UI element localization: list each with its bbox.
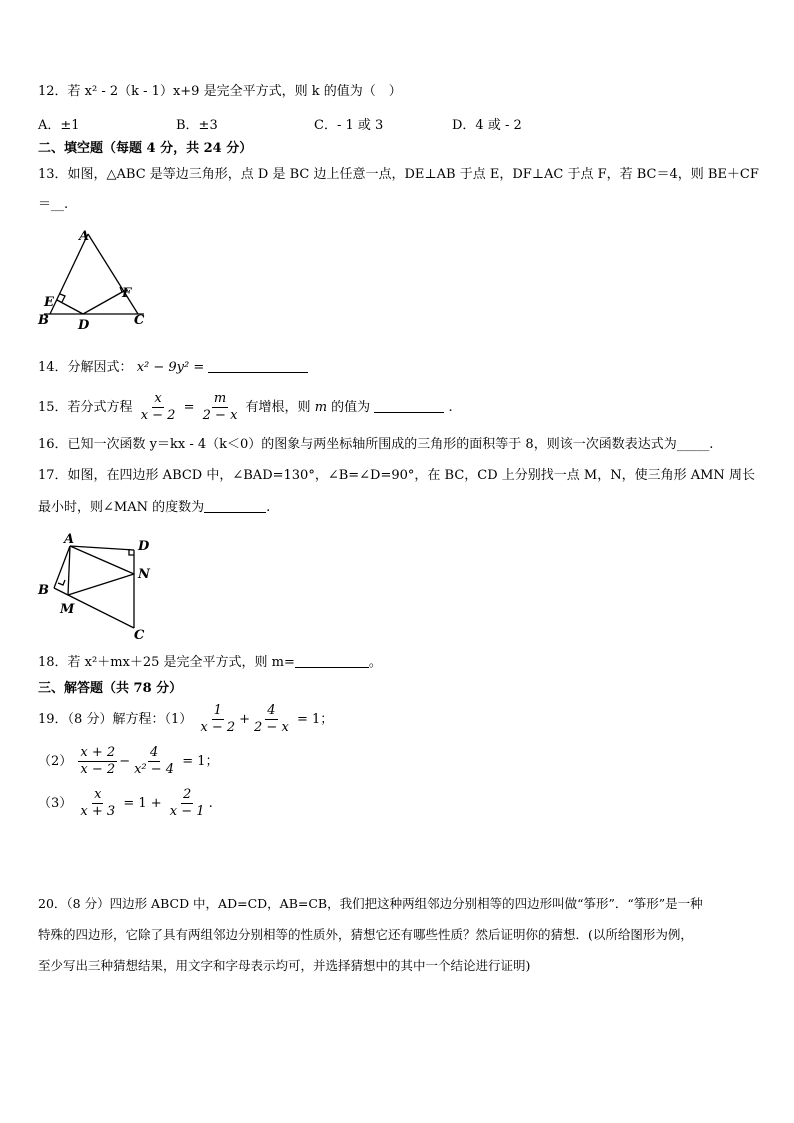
numerator: x	[154, 391, 162, 406]
question-18	[38, 653, 382, 672]
denominator: x + 3	[80, 804, 116, 819]
fraction	[168, 787, 207, 820]
fraction	[201, 391, 240, 424]
question-17-text: 最小时，则∠MAN 的度数为	[38, 500, 205, 515]
denominator: 2 − x	[254, 720, 289, 735]
label-f: F	[122, 286, 132, 301]
numerator: 4	[267, 703, 276, 718]
question-20-line1: 20．（8 分）四边形 ABCD 中，AD=CD，AB=CB，我们把这种两组邻边分别相等的四边形叫做“筝形”．“筝形”是一种	[38, 896, 703, 911]
numerator: x + 2	[80, 745, 116, 760]
equals-sign: =	[183, 400, 195, 415]
question-19-part2	[38, 742, 219, 782]
period: .	[448, 400, 453, 415]
option-a: A．±1	[38, 118, 80, 133]
label-d: D	[78, 318, 90, 333]
question-20-line2: 特殊的四边形，它除了具有两组邻边分别相等的性质外，猜想它还有哪些性质？然后证明你的猜想．(以所给图形为例，	[38, 927, 693, 942]
label-b: B	[38, 313, 49, 328]
fraction	[78, 787, 117, 820]
question-15-text: 有增根，则	[245, 400, 311, 415]
question-15	[38, 390, 453, 426]
question-15-prefix: 15．若分式方程	[38, 400, 133, 415]
question-14	[38, 358, 308, 377]
label-a: A	[79, 229, 90, 244]
option-c: C．- 1 或 3	[314, 118, 384, 133]
question-16: 16．已知一次函数 y＝kx - 4（k＜0）的图象与两坐标轴所围成的三角形的面积等于 8，则该一次函数表达式为_____.	[38, 437, 714, 452]
part-label: （3）	[38, 796, 73, 811]
option-d: D．4 或 - 2	[452, 118, 522, 133]
label-e: E	[44, 295, 54, 310]
right-hand-side: = 1；	[296, 712, 334, 727]
equation-middle: = 1 +	[123, 796, 162, 811]
period: .	[266, 500, 271, 515]
right-hand-side: = 1；	[182, 754, 219, 769]
denominator: x − 2	[200, 720, 236, 735]
label-b: B	[38, 583, 49, 598]
question-14-expression: x² − 9y² =	[136, 360, 205, 375]
period: 。	[368, 655, 382, 670]
numerator: x	[94, 787, 102, 802]
question-13-line1: 13．如图，△ABC 是等边三角形，点 D 是 BC 边上任意一点，DE⊥AB 于点 E，DF⊥AC 于点 F，若 BC＝4，则 BE＋CF	[38, 167, 759, 182]
label-d: D	[138, 539, 150, 554]
figure-quadrilateral-abcd	[34, 532, 164, 644]
answer-blank[interactable]	[204, 498, 266, 513]
operator: −	[119, 754, 131, 769]
question-19-part3	[38, 784, 213, 824]
question-17-line2	[38, 498, 270, 517]
label-c: C	[134, 628, 145, 643]
question-19-part1	[38, 700, 333, 740]
label-m: M	[60, 602, 75, 617]
fraction	[78, 745, 117, 778]
question-19-prefix: 19．（8 分）解方程：（1）	[38, 712, 193, 727]
denominator: x − 1	[169, 804, 205, 819]
numerator: m	[213, 391, 227, 406]
period: .	[208, 796, 213, 811]
question-20-line3: 至少写出三种猜想结果，用文字和字母表示均可，并选择猜想中的其中一个结论进行证明)	[38, 958, 531, 973]
answer-blank[interactable]	[374, 398, 444, 413]
question-15-text2: 的值为	[331, 400, 371, 415]
label-n: N	[138, 567, 150, 582]
question-13-line2: ＝__.	[38, 197, 69, 212]
denominator: x − 2	[140, 408, 176, 423]
variable-m: m	[314, 400, 328, 415]
denominator: x² − 4	[134, 762, 175, 777]
answer-blank[interactable]	[208, 358, 308, 373]
option-b: B．±3	[176, 118, 218, 133]
answer-blank[interactable]	[295, 653, 369, 668]
fraction	[132, 745, 176, 778]
question-18-text: 18．若 x²＋mx＋25 是完全平方式，则 m=	[38, 655, 295, 670]
fraction	[139, 391, 178, 424]
fraction	[198, 703, 237, 736]
numerator: 4	[149, 745, 159, 760]
section-answer-title: 三、解答题（共 78 分）	[38, 681, 183, 696]
numerator: 2	[183, 787, 192, 802]
question-17-line1: 17．如图，在四边形 ABCD 中，∠BAD=130°，∠B=∠D=90°，在 BC，CD 上分别找一点 M，N，使三角形 AMN 周长	[38, 468, 755, 483]
label-c: C	[134, 313, 145, 328]
figure-triangle-abc	[36, 226, 156, 336]
denominator: 2 − x	[202, 408, 238, 423]
fraction	[252, 703, 291, 736]
question-14-prefix: 14．分解因式：	[38, 360, 133, 375]
question-12: 12．若 x² - 2（k - 1）x+9 是完全平方式，则 k 的值为（ ）	[38, 84, 402, 99]
denominator: x − 2	[80, 762, 116, 777]
label-a: A	[64, 532, 75, 547]
numerator: 1	[213, 703, 222, 718]
part-label: （2）	[38, 754, 73, 769]
operator: +	[239, 712, 251, 727]
section-fill-in-title: 二、填空题（每题 4 分，共 24 分）	[38, 141, 253, 156]
